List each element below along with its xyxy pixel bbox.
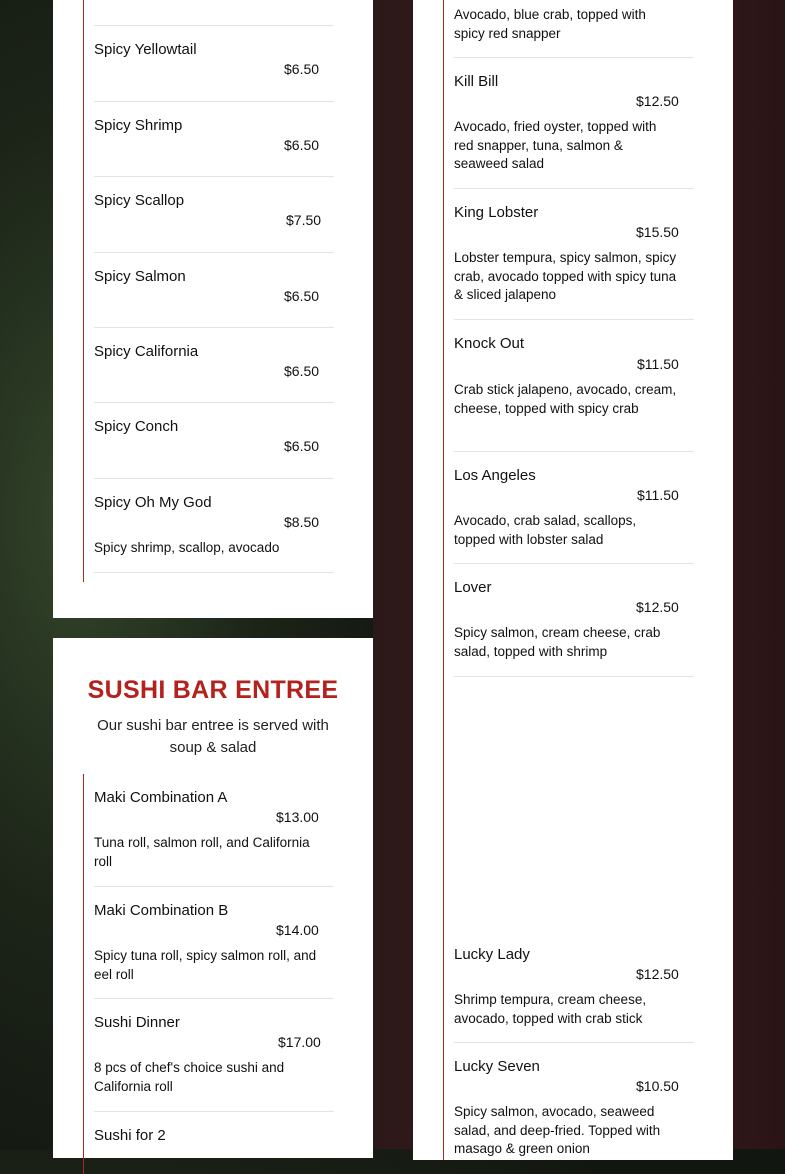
- item-name: Lucky Seven: [454, 1058, 540, 1075]
- item-price: $6.50: [284, 363, 320, 379]
- item-description: 8 pcs of chef's choice sushi and California roll: [94, 1060, 285, 1094]
- section-title: SUSHI BAR ENTREE: [87, 676, 339, 704]
- item-name: King Lobster: [454, 204, 539, 221]
- item-description: Tuna roll, salmon roll, and California roll: [94, 835, 310, 869]
- item-price: $14.00: [276, 922, 319, 938]
- item-separator: [94, 327, 334, 328]
- item-separator: [454, 676, 694, 677]
- item-separator: [94, 25, 334, 26]
- item-separator: [454, 188, 694, 189]
- menu-panel-spicy-rolls: [53, 0, 373, 618]
- item-description: Avocado, blue crab, topped with spicy red snapper: [454, 7, 646, 41]
- item-name: Knock Out: [454, 335, 525, 352]
- item-description: Spicy tuna roll, spicy salmon roll, and eel roll: [94, 948, 317, 982]
- item-description: Spicy shrimp, scallop, avocado: [94, 540, 280, 555]
- item-name: Spicy Scallop: [94, 192, 185, 209]
- item-separator: [94, 1111, 334, 1112]
- item-name: Los Angeles: [454, 467, 536, 484]
- item-name: Maki Combination B: [94, 902, 229, 919]
- item-price: $12.50: [636, 93, 679, 109]
- section-rule: [443, 0, 444, 1160]
- item-separator: [94, 572, 334, 573]
- item-separator: [94, 886, 334, 887]
- item-name: Sushi Dinner: [94, 1014, 180, 1031]
- item-separator: [454, 319, 694, 320]
- item-name: Sushi for 2: [94, 1127, 166, 1144]
- item-price: $6.50: [284, 438, 320, 454]
- section-rule: [83, 0, 84, 582]
- item-name: Lucky Lady: [454, 946, 530, 963]
- item-separator: [94, 252, 334, 253]
- item-name: Spicy Shrimp: [94, 117, 183, 134]
- item-price: $12.50: [636, 599, 679, 615]
- item-price: $11.50: [637, 487, 679, 503]
- item-description: Spicy salmon, cream cheese, crab salad, topped with shrimp: [454, 625, 661, 659]
- item-description: Shrimp tempura, cream cheese, avocado, topped with crab stick: [454, 992, 647, 1026]
- item-price: $17.00: [278, 1034, 321, 1050]
- item-separator: [94, 998, 334, 999]
- item-price: $7.50: [286, 212, 322, 228]
- item-price: $8.50: [284, 514, 320, 530]
- item-separator: [94, 402, 334, 403]
- item-name: Kill Bill: [454, 73, 499, 90]
- item-description: Lobster tempura, spicy salmon, spicy crab, avocado topped with spicy tuna & sliced jalapeno: [454, 250, 677, 302]
- item-price: $12.50: [636, 966, 679, 982]
- item-price: $6.50: [284, 61, 320, 77]
- item-description: Avocado, fried oyster, topped with red snapper, tuna, salmon & seaweed salad: [454, 119, 657, 171]
- item-separator: [454, 563, 694, 564]
- item-separator: [454, 57, 694, 58]
- item-description: Spicy salmon, avocado, seaweed salad, and deep-fried. Topped with masago & green onion: [454, 1104, 661, 1156]
- item-name: Spicy California: [94, 343, 199, 360]
- item-price: $6.50: [284, 137, 320, 153]
- item-name: Spicy Salmon: [94, 268, 186, 285]
- item-separator: [454, 1042, 694, 1043]
- item-price: $11.50: [637, 356, 679, 372]
- menu-panel-sushi-bar-entree: [53, 638, 373, 1158]
- item-name: Spicy Oh My God: [94, 494, 212, 511]
- item-price: $15.50: [636, 224, 679, 240]
- menu-panel-specialty-rolls: [413, 0, 733, 1160]
- section-subtitle: Our sushi bar entree is served with soup & salad: [97, 717, 329, 756]
- item-name: Lover: [454, 579, 492, 596]
- item-separator: [454, 451, 694, 452]
- item-description: Avocado, crab salad, scallops, topped with lobster salad: [454, 513, 637, 547]
- item-price: $6.50: [284, 288, 320, 304]
- item-name: Maki Combination A: [94, 789, 228, 806]
- item-description: Crab stick jalapeno, avocado, cream, cheese, topped with spicy crab: [454, 382, 677, 416]
- item-name: Spicy Conch: [94, 418, 179, 435]
- item-separator: [94, 176, 334, 177]
- item-price: $13.00: [276, 809, 319, 825]
- item-separator: [94, 101, 334, 102]
- item-separator: [94, 478, 334, 479]
- section-rule: [83, 774, 84, 1174]
- item-name: Spicy Yellowtail: [94, 41, 197, 58]
- item-price: $10.50: [636, 1078, 679, 1094]
